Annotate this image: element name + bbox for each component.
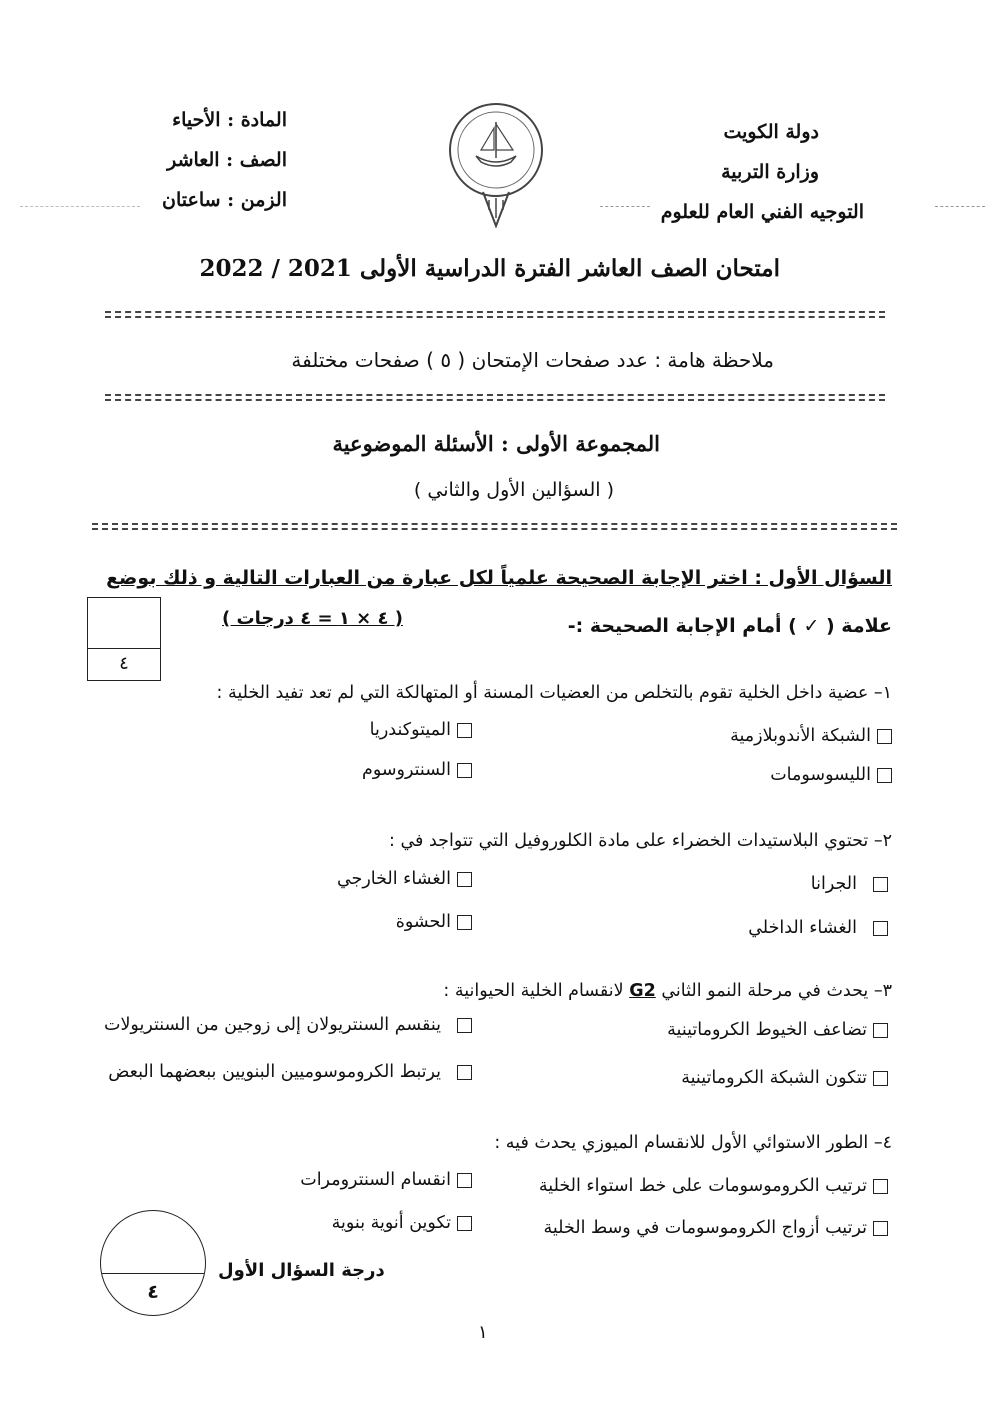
question1-score-box (87, 597, 161, 681)
item1-option-d[interactable]: السنتروسوم (362, 760, 472, 780)
header-subject: المادة : الأحياء (172, 109, 287, 131)
checkbox[interactable] (457, 763, 472, 778)
item1-option-c[interactable]: الليسوسومات (770, 765, 892, 785)
item2-option-a[interactable]: الجرانا (811, 874, 888, 894)
question1-total-circle (100, 1210, 206, 1316)
separator-1 (105, 311, 885, 318)
total-circle-empty[interactable] (101, 1211, 205, 1274)
item1-option-b[interactable]: الميتوكندريا (370, 720, 472, 740)
header-line-right (600, 206, 650, 207)
checkbox[interactable] (873, 1179, 888, 1194)
separator-2 (105, 394, 885, 401)
group-title: المجموعة الأولى : الأسئلة الموضوعية (332, 431, 660, 456)
total-circle-value: ٤ (147, 1281, 159, 1303)
item3-option-b[interactable]: ينقسم السنتريولان إلى زوجين من السنتريولات (104, 1015, 472, 1035)
checkbox[interactable] (873, 877, 888, 892)
checkbox[interactable] (873, 1023, 888, 1038)
header-right (661, 112, 864, 232)
checkbox[interactable] (457, 915, 472, 930)
checkbox[interactable] (457, 1065, 472, 1080)
item3-option-a[interactable]: تضاعف الخيوط الكروماتينية (667, 1020, 888, 1040)
question1-total-label: درجة السؤال الأول (218, 1260, 385, 1281)
score-box-empty[interactable] (88, 598, 160, 649)
page-number: ١ (478, 1322, 488, 1343)
checkbox[interactable] (877, 768, 892, 783)
question1-item4-text: ٤– الطور الاستوائي الأول للانقسام الميوزي يحدث فيه : (494, 1133, 892, 1153)
header-ministry: وزارة التربية (721, 161, 819, 183)
header-line-left (20, 206, 140, 207)
header-country: دولة الكويت (723, 121, 819, 143)
item4-option-a[interactable]: ترتيب الكروموسومات على خط استواء الخلية (539, 1176, 888, 1196)
score-box-value: ٤ (119, 653, 129, 674)
checkbox[interactable] (873, 1071, 888, 1086)
checkbox[interactable] (457, 723, 472, 738)
question1-item3-text: ٣– يحدث في مرحلة النمو الثاني G2 لانقسام الخلية الحيوانية : (443, 981, 892, 1001)
term-g2: G2 (629, 981, 656, 1001)
checkbox[interactable] (873, 921, 888, 936)
kuwait-emblem-icon (443, 100, 549, 228)
header-grade: الصف : العاشر (167, 149, 287, 171)
item4-option-b[interactable]: انقسام السنترومرات (300, 1170, 472, 1190)
question1-instruction-2: علامة ( ✓ ) أمام الإجابة الصحيحة :- (567, 615, 892, 637)
header-time: الزمن : ساعتان (162, 189, 287, 211)
checkbox[interactable] (457, 1216, 472, 1231)
header-line-far-right (935, 206, 985, 207)
item3-option-d[interactable]: يرتبط الكروموسوميين البنويين ببعضهما البعض (108, 1062, 472, 1082)
question1-item1-text: ١– عضية داخل الخلية تقوم بالتخلص من العضيات المسنة أو المتهالكة التي لم تعد تفيد الخلية : (216, 683, 892, 703)
checkbox[interactable] (457, 1018, 472, 1033)
item2-option-b[interactable]: الغشاء الخارجي (337, 869, 472, 889)
question1-instruction: السؤال الأول : اختر الإجابة الصحيحة علمياً لكل عبارة من العبارات التالية و ذلك بوضع (106, 567, 892, 589)
separator-3 (92, 523, 897, 530)
header-department: التوجيه الفني العام للعلوم (660, 201, 864, 223)
item2-option-d[interactable]: الحشوة (396, 912, 472, 932)
item3-option-c[interactable]: تتكون الشبكة الكروماتينية (681, 1068, 888, 1088)
question1-marks: ( ٤ × ١ = ٤ درجات ) (222, 608, 403, 629)
checkbox[interactable] (873, 1221, 888, 1236)
item4-option-c[interactable]: ترتيب أزواج الكروموسومات في وسط الخلية (544, 1218, 889, 1238)
checkbox[interactable] (457, 872, 472, 887)
exam-title: امتحان الصف العاشر الفترة الدراسية الأولى 2021 / 2022 (199, 255, 780, 282)
item1-option-a[interactable]: الشبكة الأندوبلازمية (730, 726, 892, 746)
checkbox[interactable] (877, 729, 892, 744)
item2-option-c[interactable]: الغشاء الداخلي (748, 918, 888, 938)
group-subtitle: ( السؤالين الأول والثاني ) (413, 479, 614, 501)
exam-note: ملاحظة هامة : عدد صفحات الإمتحان ( ٥ ) صفحات مختلفة (291, 348, 774, 372)
checkbox[interactable] (457, 1173, 472, 1188)
item4-option-d[interactable]: تكوين أنوية بنوية (332, 1213, 472, 1233)
question1-item2-text: ٢– تحتوي البلاستيدات الخضراء على مادة الكلوروفيل التي تتواجد في : (389, 831, 892, 851)
header-left (162, 100, 287, 220)
